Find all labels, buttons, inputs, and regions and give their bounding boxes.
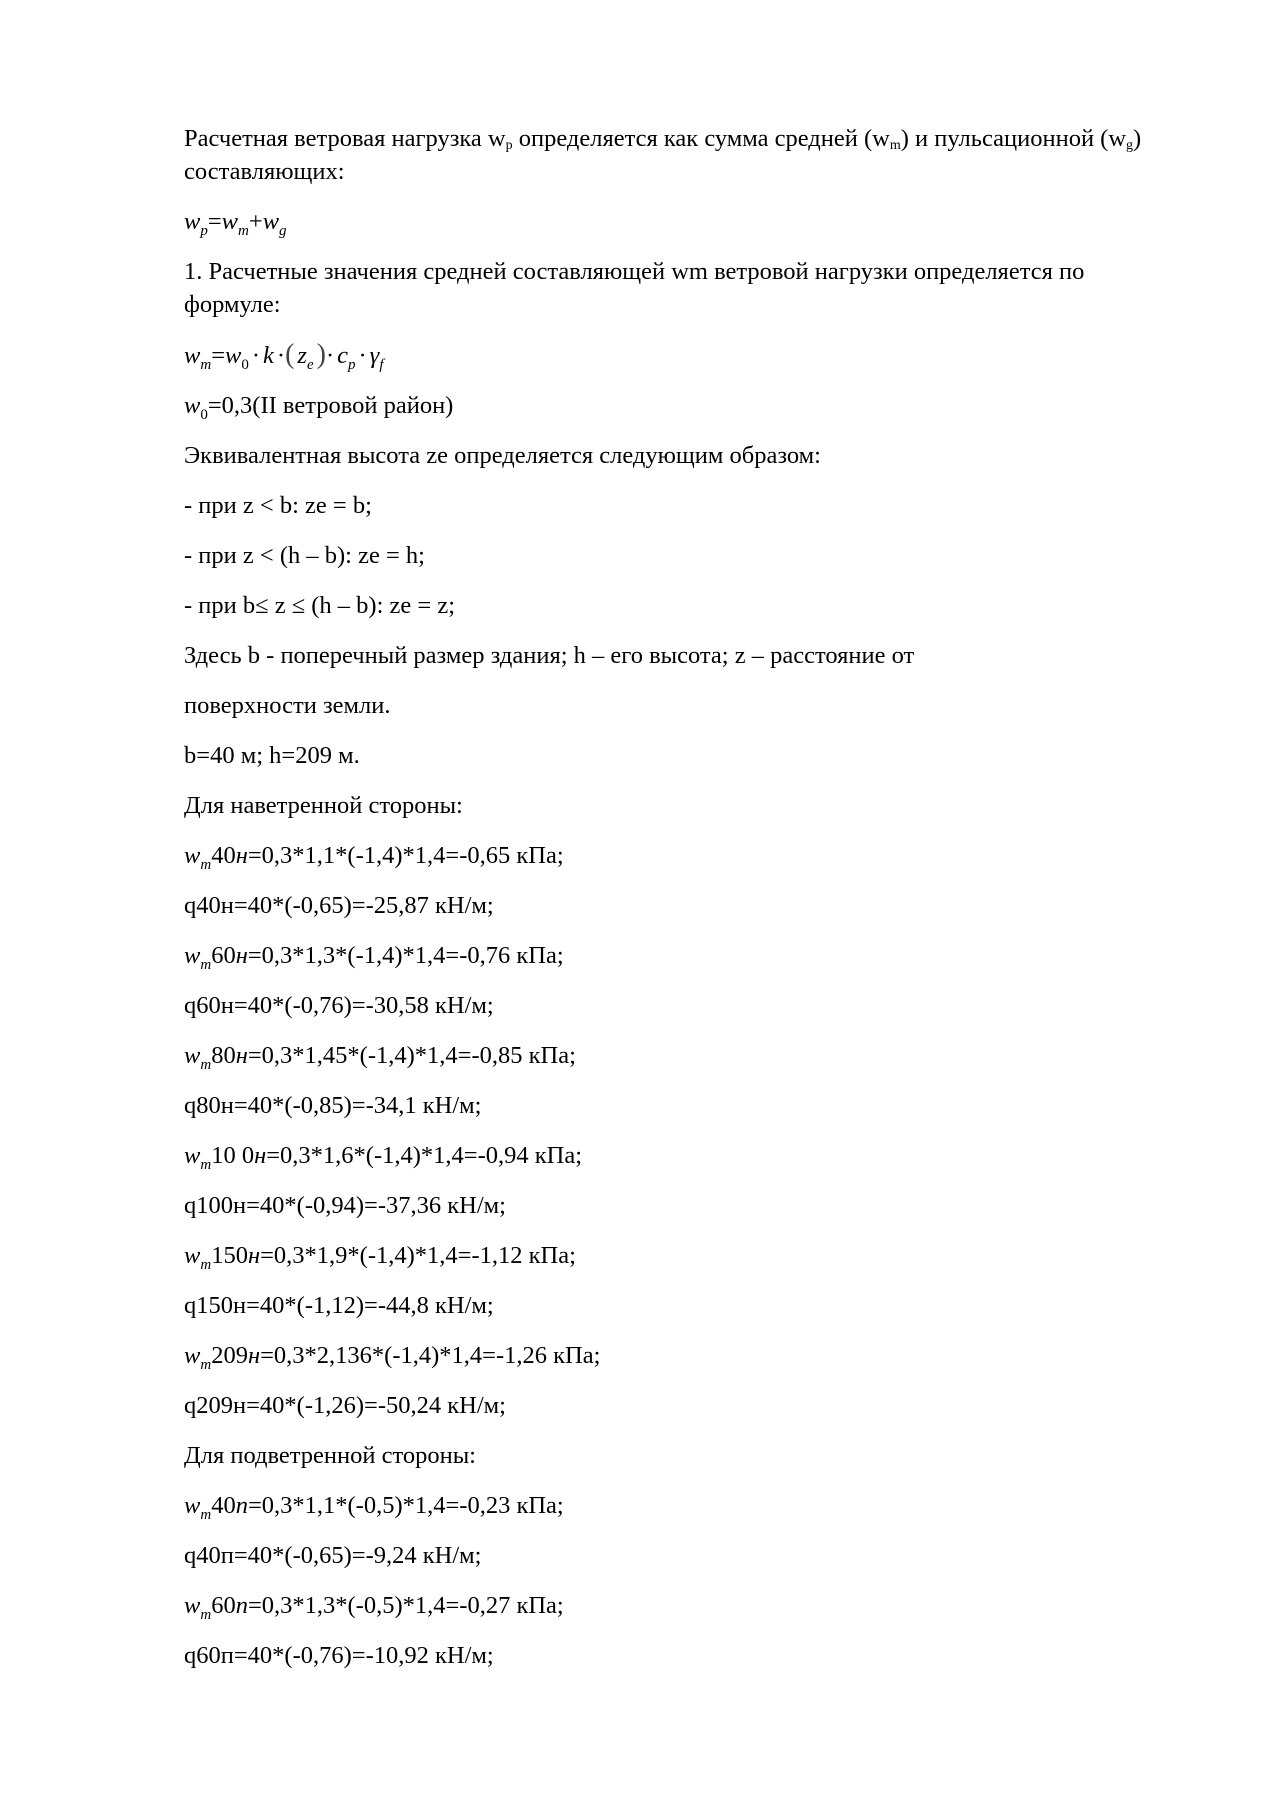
side-letter: н xyxy=(235,942,248,969)
subscript-e: e xyxy=(306,357,314,373)
subscript-f: f xyxy=(379,357,384,373)
wm-expression: =0,3*1,6*(-1,4)*1,4=-0,94 кПа; xyxy=(266,1142,583,1169)
q-calc-line: q40н=40*(-0,65)=-25,87 кН/м; xyxy=(184,892,494,919)
intro-text-1: Расчетная ветровая нагрузка w xyxy=(184,125,506,152)
symbol-w: w xyxy=(184,208,201,235)
wm-calc-line xyxy=(184,1589,1164,1622)
intro-sub-p: p xyxy=(505,138,513,153)
symbol-c: c xyxy=(337,342,348,369)
subscript-m: m xyxy=(200,1257,212,1273)
wm-expression: =0,3*1,3*(-1,4)*1,4=-0,76 кПа; xyxy=(247,942,564,969)
symbol-w: w xyxy=(184,842,201,869)
leeward-title: Для подветренной стороны: xyxy=(184,1442,476,1469)
wm-expression: =0,3*1,9*(-1,4)*1,4=-1,12 кПа; xyxy=(260,1242,576,1269)
symbol-w: w xyxy=(184,1342,201,1369)
wm-calc-line xyxy=(184,1239,1164,1272)
definitions-line-2: поверхности земли. xyxy=(184,692,391,719)
wm-calc-line xyxy=(184,1489,1164,1522)
height-value: 60 xyxy=(211,1592,236,1619)
height-value: 80 xyxy=(211,1042,236,1069)
height-value: 209 xyxy=(211,1342,248,1369)
symbol-w: w xyxy=(184,1242,201,1269)
symbol-w: w xyxy=(221,208,239,235)
equals-sign: = xyxy=(211,342,226,369)
subscript-m: m xyxy=(200,1357,212,1373)
dot-operator: · xyxy=(251,342,261,369)
side-letter: н xyxy=(247,1342,261,1369)
symbol-w: w xyxy=(184,392,201,419)
mean-component-paragraph: 1. Расчетные значения средней составляющей wm ветровой нагрузки определяется по формуле: xyxy=(184,258,1085,318)
right-paren: ) xyxy=(316,339,326,370)
q-calc-line: q60н=40*(-0,76)=-30,58 кН/м; xyxy=(184,992,494,1019)
side-letter: н xyxy=(235,1042,248,1069)
height-value: 40 xyxy=(211,1492,236,1519)
plus-sign: + xyxy=(248,208,263,235)
symbol-w: w xyxy=(184,1042,201,1069)
intro-text-2: определяется как сумма средней (w xyxy=(512,125,890,152)
subscript-p: p xyxy=(200,223,208,239)
subscript-m: m xyxy=(200,1057,212,1073)
height-value: 10 0 xyxy=(211,1142,255,1169)
formula-wp xyxy=(184,205,1164,238)
height-value: 40 xyxy=(211,842,236,869)
windward-title: Для наветренной стороны: xyxy=(184,792,463,819)
height-value: 150 xyxy=(211,1242,248,1269)
subscript-0: 0 xyxy=(200,407,208,423)
subscript-m: m xyxy=(200,957,212,973)
subscript-m: m xyxy=(238,223,249,239)
q-calc-line: q60п=40*(-0,76)=-10,92 кН/м; xyxy=(184,1642,494,1669)
q-calc-line: q100н=40*(-0,94)=-37,36 кН/м; xyxy=(184,1192,506,1219)
intro-text-4: ) составляющих: xyxy=(184,125,1142,185)
symbol-gamma: γ xyxy=(369,342,380,369)
subscript-m: m xyxy=(200,1607,212,1623)
q-calc-line: q209н=40*(-1,26)=-50,24 кН/м; xyxy=(184,1392,506,1419)
side-letter: н xyxy=(235,842,248,869)
formula-wm xyxy=(184,338,1164,372)
symbol-w: w xyxy=(262,208,280,235)
intro-paragraph xyxy=(184,122,1164,188)
q-calc-line: q80н=40*(-0,85)=-34,1 кН/м; xyxy=(184,1092,482,1119)
wm-calc-line xyxy=(184,839,1164,872)
wm-calc-line xyxy=(184,939,1164,972)
leeward-list xyxy=(184,1489,1164,1672)
symbol-z: z xyxy=(297,342,307,369)
building-dimensions: b=40 м; h=209 м. xyxy=(184,742,360,769)
wm-expression: =0,3*1,1*(-0,5)*1,4=-0,23 кПа; xyxy=(247,1492,564,1519)
wm-calc-line xyxy=(184,1339,1164,1372)
symbol-k: k xyxy=(263,342,274,369)
height-value: 60 xyxy=(211,942,236,969)
side-letter: н xyxy=(254,1142,267,1169)
equals-sign: = xyxy=(207,208,222,235)
w0-value: =0,3 xyxy=(207,392,253,419)
w0-line xyxy=(184,389,1164,422)
side-letter: п xyxy=(235,1592,248,1619)
subscript-m: m xyxy=(200,857,212,873)
symbol-w: w xyxy=(184,1592,201,1619)
subscript-0: 0 xyxy=(241,357,249,373)
q-calc-line: q40п=40*(-0,65)=-9,24 кН/м; xyxy=(184,1542,482,1569)
case-line: - при z < (h – b): ze = h; xyxy=(184,542,425,569)
symbol-w: w xyxy=(184,1492,201,1519)
subscript-m: m xyxy=(200,357,212,373)
wm-expression: =0,3*1,1*(-1,4)*1,4=-0,65 кПа; xyxy=(247,842,564,869)
symbol-w: w xyxy=(225,342,242,369)
wm-expression: =0,3*1,45*(-1,4)*1,4=-0,85 кПа; xyxy=(247,1042,576,1069)
symbol-w: w xyxy=(184,342,201,369)
symbol-w: w xyxy=(184,942,201,969)
intro-text-3: ) и пульсационной (w xyxy=(900,125,1127,152)
subscript-g: g xyxy=(279,223,287,239)
dot-operator: · xyxy=(325,342,335,369)
intro-sub-m: m xyxy=(889,138,901,153)
case-line: - при z < b: ze = b; xyxy=(184,492,372,519)
side-letter: н xyxy=(247,1242,261,1269)
wm-expression: =0,3*2,136*(-1,4)*1,4=-1,26 кПа; xyxy=(260,1342,601,1369)
case-line: - при b≤ z ≤ (h – b): ze = z; xyxy=(184,592,456,619)
subscript-m: m xyxy=(200,1507,212,1523)
q-calc-line: q150н=40*(-1,12)=-44,8 кН/м; xyxy=(184,1292,494,1319)
side-letter: п xyxy=(235,1492,248,1519)
wind-region-note: (II ветровой район) xyxy=(252,392,454,419)
subscript-m: m xyxy=(200,1157,212,1173)
left-paren: ( xyxy=(285,339,295,370)
dot-operator: · xyxy=(276,342,286,369)
wm-calc-line xyxy=(184,1139,1164,1172)
subscript-p: p xyxy=(348,357,356,373)
dot-operator: · xyxy=(358,342,367,369)
intro-sub-g: g xyxy=(1126,138,1134,153)
ze-title: Эквивалентная высота ze определяется следующим образом: xyxy=(184,442,821,469)
document-body xyxy=(184,122,1164,1689)
symbol-w: w xyxy=(184,1142,201,1169)
wm-expression: =0,3*1,3*(-0,5)*1,4=-0,27 кПа; xyxy=(247,1592,564,1619)
definitions-line-1: Здесь b - поперечный размер здания; h – его высота; z – расстояние от xyxy=(184,642,915,669)
windward-list xyxy=(184,839,1164,1422)
wm-calc-line xyxy=(184,1039,1164,1072)
